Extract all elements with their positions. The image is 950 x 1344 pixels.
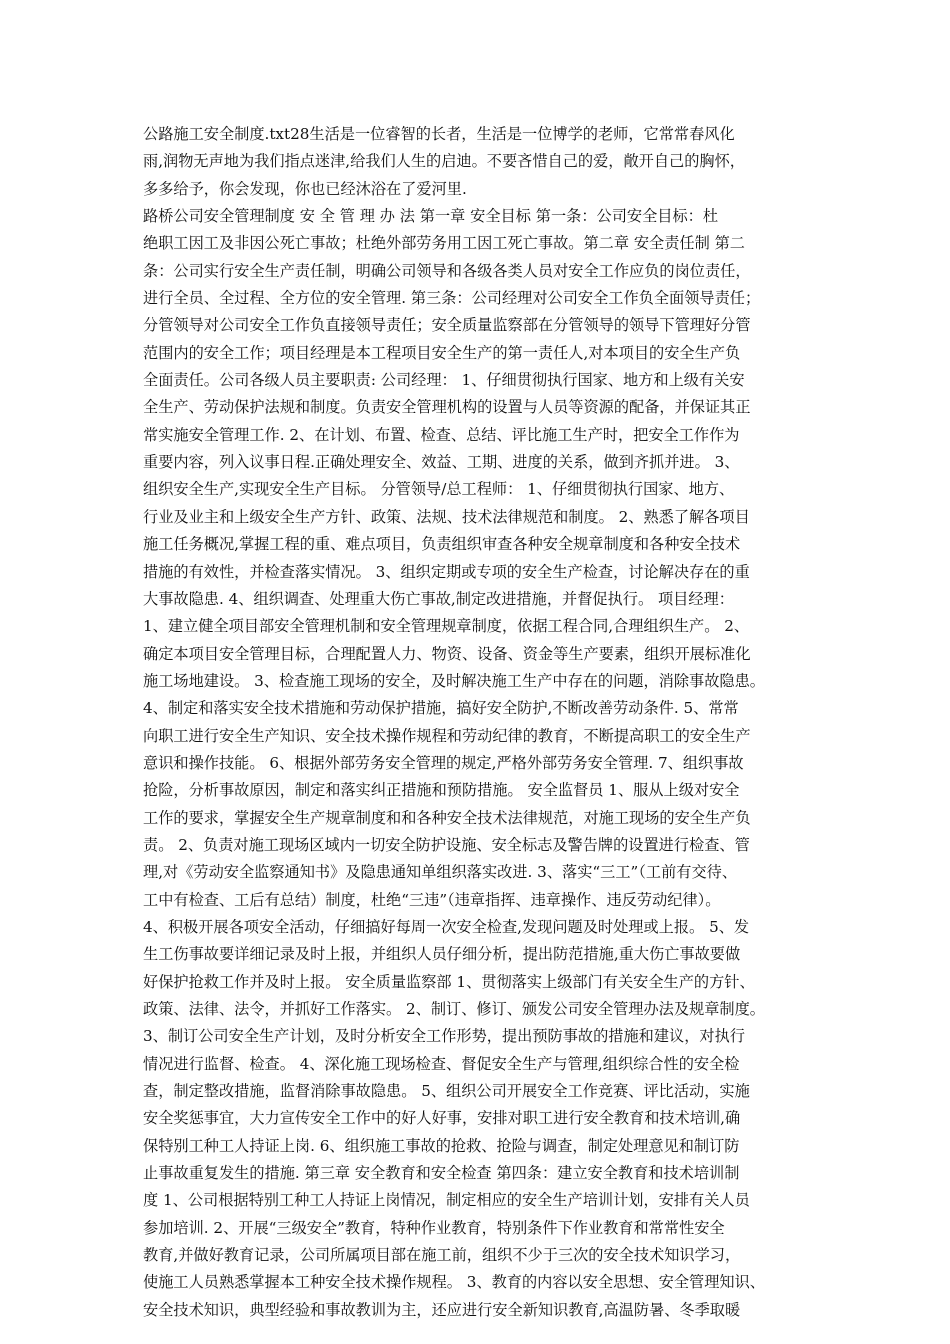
text-line: 施工任务概况,掌握工程的重、难点项目，负责组织审查各种安全规章制度和各种安全技术 xyxy=(143,535,741,554)
text-line: 重要内容，列入议事日程.正确处理安全、效益、工期、进度的关系，做到齐抓并进。 3、 xyxy=(143,453,740,472)
text-line: 条：公司实行安全生产责任制，明确公司领导和各级各类人员对安全工作应负的岗位责任， xyxy=(143,261,751,280)
text-line: 范围内的安全工作；项目经理是本工程项目安全生产的第一责任人,对本项目的安全生产负 xyxy=(143,343,741,362)
text-line: 分管领导对公司安全工作负直接领导责任；安全质量监察部在分管领导的领导下管理好分管 xyxy=(143,316,751,335)
text-line: 理,对《劳动安全监察通知书》及隐患通知单组织落实改进. 3、落实“三工”（工前有交待、 xyxy=(143,863,738,882)
text-line: 安全奖惩事宜，大力宣传安全工作中的好人好事，安排对职工进行安全教育和技术培训,确 xyxy=(143,1109,741,1128)
text-line: 4、制定和落实安全技术措施和劳动保护措施，搞好安全防护,不断改善劳动条件. 5、常常 xyxy=(143,699,739,718)
text-line: 雨,润物无声地为我们指点迷津,给我们人生的启迪。不要吝惜自己的爱，敞开自己的胸怀， xyxy=(143,152,745,171)
text-line: 使施工人员熟悉掌握本工种安全技术操作规程。 3、教育的内容以安全思想、安全管理知识、 xyxy=(143,1273,765,1292)
text-line: 施工场地建设。 3、检查施工现场的安全，及时解决施工生产中存在的问题，消除事故隐患。 xyxy=(143,671,765,690)
text-line: 路桥公司安全管理制度 安 全 管 理 办 法 第一章 安全目标 第一条：公司安全目标：杜 xyxy=(143,207,719,226)
text-line: 3、制订公司安全生产计划，及时分析安全工作形势，提出预防事故的措施和建议，对执行 xyxy=(143,1027,745,1046)
text-line: 查，制定整改措施，监督消除事故隐患。 5、组织公司开展安全工作竞赛、评比活动，实施 xyxy=(143,1082,750,1101)
text-line: 抢险，分析事故原因，制定和落实纠正措施和预防措施。 安全监督员 1、服从上级对安全 xyxy=(143,781,740,800)
text-line: 生工伤事故要详细记录及时上报，并组织人员仔细分析，提出防范措施,重大伤亡事故要做 xyxy=(143,945,741,964)
text-line: 全生产、劳动保护法规和制度。负责安全管理机构的设置与人员等资源的配备，并保证其正 xyxy=(143,398,751,417)
text-line: 公路施工安全制度.txt28生活是一位睿智的长者，生活是一位博学的老师，它常常春风化 xyxy=(143,125,735,143)
text-line: 确定本项目安全管理目标，合理配置人力、物资、设备、资金等生产要素，组织开展标准化 xyxy=(143,644,751,663)
text-line: 教育,并做好教育记录，公司所属项目部在施工前，组织不少于三次的安全技术知识学习， xyxy=(143,1246,741,1265)
text-line: 向职工进行安全生产知识、安全技术操作规程和劳动纪律的教育，不断提高职工的安全生产 xyxy=(143,726,751,745)
text-line: 好保护抢救工作并及时上报。 安全质量监察部 1、贯彻落实上级部门有关安全生产的方针、 xyxy=(143,972,755,991)
text-line: 政策、法律、法令，并抓好工作落实。 2、制订、修订、颁发公司安全管理办法及规章制度。 xyxy=(143,1000,765,1018)
text-line: 全面责任。公司各级人员主要职责: 公司经理： 1、仔细贯彻执行国家、地方和上级有关安 xyxy=(143,371,745,390)
text-line: 4、积极开展各项安全活动，仔细搞好每周一次安全检查,发现问题及时处理或上报。 5、发 xyxy=(143,917,750,936)
text-line: 责。 2、负责对施工现场区域内一切安全防护设施、安全标志及警告牌的设置进行检查、管 xyxy=(143,835,750,854)
text-line: 止事故重复发生的措施. 第三章 安全教育和安全检查 第四条：建立安全教育和技术培训制 xyxy=(143,1164,740,1183)
text-line: 安全技术知识，典型经验和事故教训为主，还应进行安全新知识教育,高温防暑、冬季取暖 xyxy=(143,1300,741,1319)
text-line: 组织安全生产,实现安全生产目标。 分管领导/总工程师： 1、仔细贯彻执行国家、地方、 xyxy=(143,480,735,499)
text-line: 保特别工种工人持证上岗. 6、组织施工事故的抢救、抢险与调查，制定处理意见和制订防 xyxy=(143,1136,740,1155)
text-line: 行业及业主和上级安全生产方针、政策、法规、技术法律规范和制度。 2、熟悉了解各项目 xyxy=(143,507,750,526)
text-line: 参加培训. 2、开展“三级安全”教育，特种作业教育，特别条件下作业教育和常常性安全 xyxy=(143,1218,725,1237)
text-line: 意识和操作技能。 6、根据外部劳务安全管理的规定,严格外部劳务安全管理. 7、组织事故 xyxy=(143,753,744,772)
text-line: 1、建立健全项目部安全管理机制和安全管理规章制度，依据工程合同,合理组织生产。 2、 xyxy=(143,617,750,636)
text-line: 措施的有效性，并检查落实情况。 3、组织定期或专项的安全生产检查，讨论解决存在的重 xyxy=(143,562,750,581)
text-line: 情况进行监督、检查。 4、深化施工现场检查、督促安全生产与管理,组织综合性的安全检 xyxy=(143,1054,740,1073)
document-body xyxy=(143,121,827,1324)
text-line: 常实施安全管理工作. 2、在计划、布置、检查、总结、评比施工生产时，把安全工作作为 xyxy=(143,425,740,444)
text-line: 工中有检查、工后有总结）制度，杜绝“三违”（违章指挥、违章操作、违反劳动纪律）。 xyxy=(143,890,721,909)
text-line: 绝职工因工及非因公死亡事故；杜绝外部劳务用工因工死亡事故。第二章 安全责任制 第二 xyxy=(143,234,745,253)
text-line: 大事故隐患. 4、组织调查、处理重大伤亡事故,制定改进措施，并督促执行。 项目经理： xyxy=(143,589,734,608)
text-line: 工作的要求，掌握安全生产规章制度和和各种安全技术法律规范，对施工现场的安全生产负 xyxy=(143,808,751,827)
text-line: 进行全员、全过程、全方位的安全管理. 第三条：公司经理对公司安全工作负全面领导责任； xyxy=(143,289,761,308)
text-line: 度 1、公司根据特别工种工人持证上岗情况，制定相应的安全生产培训计划，安排有关人员 xyxy=(143,1191,750,1210)
text-line: 多多给予，你会发现，你也已经沐浴在了爱河里. xyxy=(143,179,467,198)
